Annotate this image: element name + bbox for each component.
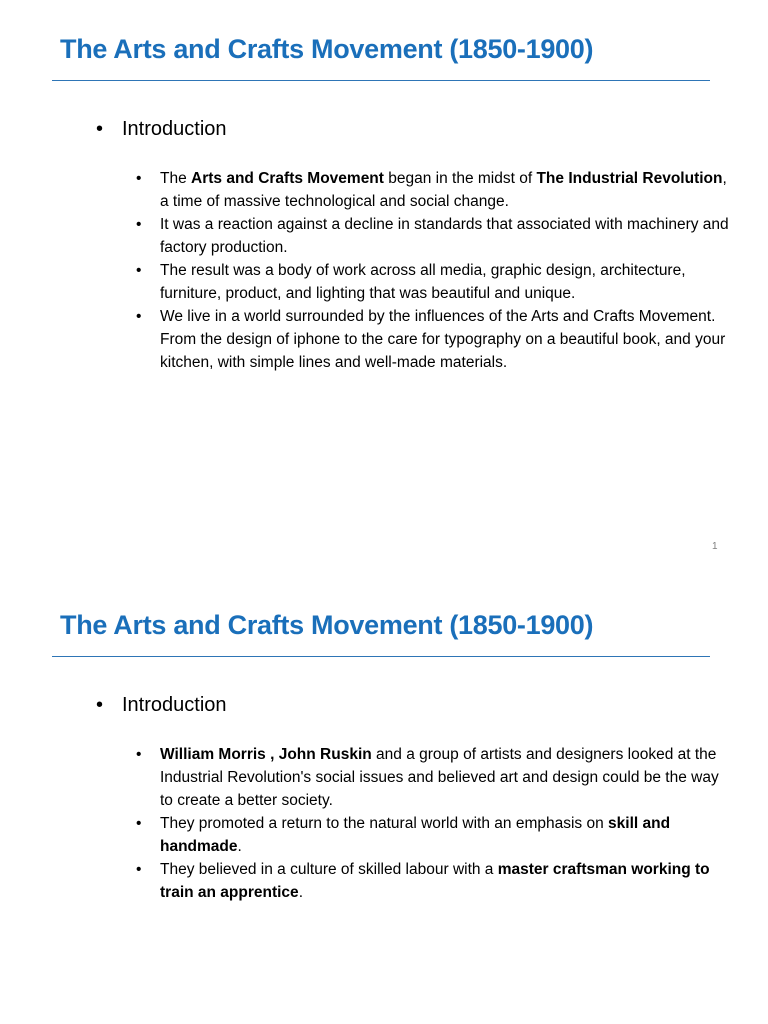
bold-text-run: skill and handmade: [160, 815, 671, 855]
text-run: and a group of artists and designers looked at the Industrial Revolution's social issues and believed art and design could be the way to create a better society.: [160, 746, 719, 809]
slide-2: [0, 576, 768, 1024]
text-run: , a time of massive technological and social change.: [160, 170, 727, 210]
bold-text-run: William Morris , John Ruskin: [160, 746, 372, 763]
bold-text-run: master craftsman working to train an apprentice: [160, 861, 710, 901]
section-heading-text: Introduction: [122, 118, 227, 140]
text-run: .: [237, 838, 242, 855]
bullet-icon: •: [136, 746, 142, 763]
page-number: 1: [712, 541, 718, 552]
bold-text-run: Arts and Crafts Movement: [191, 170, 384, 187]
text-run: began in the midst of: [383, 170, 537, 187]
bullet-icon: •: [136, 170, 142, 187]
bullet-icon: •: [136, 308, 142, 325]
title-divider: [52, 656, 710, 657]
text-run: It was a reaction against a decline in standards that associated with machinery and factory production.: [160, 216, 729, 256]
text-run: The: [160, 170, 192, 187]
bullet-list: [132, 167, 732, 374]
text-run: They promoted a return to the natural world with an emphasis on: [160, 815, 609, 832]
bold-text-run: The Industrial Revolution: [536, 170, 723, 187]
section-heading-text: Introduction: [122, 694, 227, 716]
slide-title: The Arts and Crafts Movement (1850-1900): [60, 34, 594, 64]
text-run: .: [298, 884, 303, 901]
bullet-icon: •: [136, 216, 142, 233]
bullet-icon: •: [96, 118, 104, 140]
bullet-icon: •: [96, 694, 104, 716]
bullet-item: [132, 812, 732, 858]
bullet-item: [132, 305, 732, 374]
text-run: We live in a world surrounded by the influences of the Arts and Crafts Movement. From the design of iphone to the care for typography on a beautiful book, and your kitchen, with simple lines and well-made materials.: [160, 308, 726, 371]
section-heading: [96, 116, 227, 142]
bullet-icon: •: [136, 815, 142, 832]
bullet-item: [132, 743, 732, 812]
slide-title: The Arts and Crafts Movement (1850-1900): [60, 610, 594, 640]
bullet-item: [132, 259, 732, 305]
bullet-item: [132, 167, 732, 213]
bullet-icon: •: [136, 861, 142, 878]
bullet-item: [132, 213, 732, 259]
text-run: They believed in a culture of skilled labour with a: [160, 861, 498, 878]
bullet-icon: •: [136, 262, 142, 279]
bullet-list: [132, 743, 732, 904]
section-heading: [96, 692, 227, 718]
bullet-item: [132, 858, 732, 904]
title-divider: [52, 80, 710, 81]
text-run: The result was a body of work across all media, graphic design, architecture, furniture, product, and lighting that was beautiful and unique.: [160, 262, 686, 302]
